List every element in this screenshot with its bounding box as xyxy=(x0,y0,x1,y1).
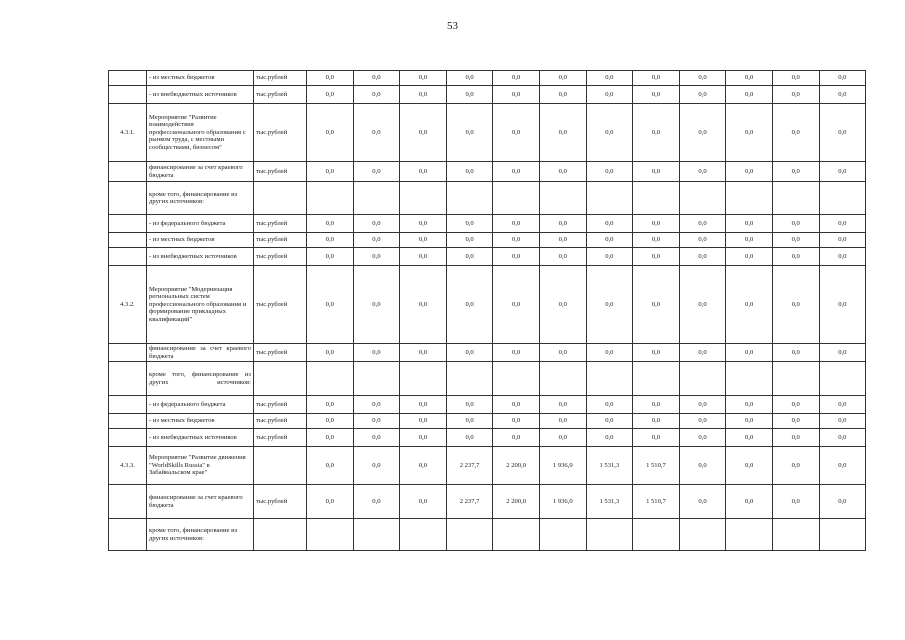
value-cell: 0,0 xyxy=(539,104,586,162)
value-cell: 0,0 xyxy=(400,248,447,266)
value-cell: 0,0 xyxy=(400,429,447,447)
row-description: финансирование за счет краевого бюджета xyxy=(147,344,254,362)
table-row xyxy=(109,162,866,182)
table-row xyxy=(109,519,866,551)
value-cell xyxy=(586,362,633,396)
value-cell: 0,0 xyxy=(307,104,354,162)
value-cell: 0,0 xyxy=(400,233,447,248)
value-cell xyxy=(679,519,726,551)
value-cell: 0,0 xyxy=(307,86,354,104)
value-cell: 0,0 xyxy=(586,104,633,162)
value-cell: 0,0 xyxy=(307,344,354,362)
value-cell: 0,0 xyxy=(400,86,447,104)
value-cell: 0,0 xyxy=(307,71,354,86)
value-cell: 0,0 xyxy=(726,485,773,519)
value-cell: 0,0 xyxy=(586,248,633,266)
row-description: Мероприятие "Развитие взаимодействия профессионального образования с рынком труда, с местными сообществами, бизнесом" xyxy=(147,104,254,162)
value-cell: 0,0 xyxy=(307,429,354,447)
value-cell: 0,0 xyxy=(586,266,633,344)
value-cell: 0,0 xyxy=(400,344,447,362)
value-cell xyxy=(307,182,354,215)
value-cell: 1 510,7 xyxy=(633,447,680,485)
value-cell: 0,0 xyxy=(307,396,354,414)
value-cell xyxy=(307,362,354,396)
table-row xyxy=(109,344,866,362)
value-cell: 0,0 xyxy=(400,162,447,182)
row-description: - из местных бюджетов xyxy=(147,233,254,248)
value-cell xyxy=(726,362,773,396)
value-cell: 0,0 xyxy=(586,429,633,447)
value-cell xyxy=(726,182,773,215)
row-unit: тыс.рублей xyxy=(254,344,307,362)
value-cell: 1 510,7 xyxy=(633,485,680,519)
value-cell: 2 237,7 xyxy=(446,485,493,519)
value-cell: 0,0 xyxy=(539,71,586,86)
value-cell: 0,0 xyxy=(493,429,540,447)
table-row xyxy=(109,233,866,248)
row-number xyxy=(109,519,147,551)
value-cell: 0,0 xyxy=(679,344,726,362)
value-cell: 0,0 xyxy=(772,485,819,519)
row-unit: тыс.рублей xyxy=(254,233,307,248)
value-cell xyxy=(493,519,540,551)
value-cell xyxy=(493,182,540,215)
value-cell: 0,0 xyxy=(446,429,493,447)
row-unit: тыс.рублей xyxy=(254,104,307,162)
value-cell: 0,0 xyxy=(493,266,540,344)
value-cell: 0,0 xyxy=(446,71,493,86)
value-cell: 0,0 xyxy=(446,344,493,362)
value-cell: 0,0 xyxy=(493,215,540,233)
value-cell: 0,0 xyxy=(539,396,586,414)
value-cell: 0,0 xyxy=(726,233,773,248)
value-cell xyxy=(679,182,726,215)
value-cell: 2 200,0 xyxy=(493,485,540,519)
row-description: финансирование за счет краевого бюджета xyxy=(147,162,254,182)
row-description: Мероприятие "Модернизация региональных систем профессионального образования и формирование прикладных квалификаций" xyxy=(147,266,254,344)
value-cell: 0,0 xyxy=(819,86,866,104)
value-cell xyxy=(400,362,447,396)
value-cell xyxy=(539,519,586,551)
value-cell: 0,0 xyxy=(679,86,726,104)
value-cell: 0,0 xyxy=(446,266,493,344)
value-cell: 0,0 xyxy=(400,71,447,86)
value-cell: 0,0 xyxy=(679,233,726,248)
value-cell: 0,0 xyxy=(586,414,633,429)
row-number xyxy=(109,414,147,429)
value-cell: 0,0 xyxy=(679,71,726,86)
row-unit: тыс.рублей xyxy=(254,429,307,447)
value-cell: 0,0 xyxy=(353,266,400,344)
value-cell: 0,0 xyxy=(726,71,773,86)
value-cell: 0,0 xyxy=(400,266,447,344)
value-cell: 0,0 xyxy=(633,104,680,162)
row-description: - из местных бюджетов xyxy=(147,71,254,86)
row-description: - из федерального бюджета xyxy=(147,215,254,233)
value-cell: 0,0 xyxy=(819,447,866,485)
value-cell: 0,0 xyxy=(353,429,400,447)
value-cell: 0,0 xyxy=(493,414,540,429)
value-cell: 0,0 xyxy=(772,344,819,362)
row-unit: тыс.рублей xyxy=(254,485,307,519)
row-unit xyxy=(254,447,307,485)
value-cell: 0,0 xyxy=(586,233,633,248)
value-cell: 0,0 xyxy=(400,485,447,519)
value-cell: 0,0 xyxy=(679,215,726,233)
value-cell: 0,0 xyxy=(679,429,726,447)
table-row xyxy=(109,266,866,344)
row-unit: тыс.рублей xyxy=(254,162,307,182)
value-cell xyxy=(633,182,680,215)
value-cell: 0,0 xyxy=(679,266,726,344)
table-row xyxy=(109,248,866,266)
value-cell: 0,0 xyxy=(307,162,354,182)
value-cell: 0,0 xyxy=(819,266,866,344)
value-cell: 0,0 xyxy=(633,71,680,86)
value-cell: 0,0 xyxy=(633,162,680,182)
row-number: 4.3.3. xyxy=(109,447,147,485)
value-cell: 0,0 xyxy=(353,414,400,429)
value-cell: 0,0 xyxy=(307,447,354,485)
value-cell: 0,0 xyxy=(353,248,400,266)
value-cell: 0,0 xyxy=(726,162,773,182)
row-unit: тыс.рублей xyxy=(254,215,307,233)
value-cell: 0,0 xyxy=(772,162,819,182)
row-number: 4.3.2. xyxy=(109,266,147,344)
value-cell: 0,0 xyxy=(772,429,819,447)
value-cell: 0,0 xyxy=(819,104,866,162)
value-cell: 0,0 xyxy=(679,248,726,266)
value-cell: 0,0 xyxy=(726,414,773,429)
value-cell: 0,0 xyxy=(353,162,400,182)
value-cell: 0,0 xyxy=(772,447,819,485)
value-cell: 0,0 xyxy=(446,248,493,266)
value-cell: 0,0 xyxy=(307,215,354,233)
row-description: - из внебюджетных источников xyxy=(147,429,254,447)
value-cell: 0,0 xyxy=(307,248,354,266)
value-cell: 0,0 xyxy=(633,215,680,233)
row-description: кроме того, финансирование из других источников: xyxy=(147,362,254,396)
value-cell: 2 200,0 xyxy=(493,447,540,485)
value-cell xyxy=(446,182,493,215)
value-cell: 0,0 xyxy=(772,71,819,86)
value-cell xyxy=(539,362,586,396)
value-cell: 0,0 xyxy=(400,447,447,485)
value-cell: 1 936,0 xyxy=(539,485,586,519)
value-cell xyxy=(353,362,400,396)
value-cell xyxy=(586,519,633,551)
value-cell: 0,0 xyxy=(400,104,447,162)
value-cell: 0,0 xyxy=(772,215,819,233)
value-cell: 0,0 xyxy=(726,248,773,266)
value-cell: 0,0 xyxy=(493,71,540,86)
value-cell: 0,0 xyxy=(353,215,400,233)
value-cell: 0,0 xyxy=(539,414,586,429)
value-cell: 0,0 xyxy=(586,344,633,362)
row-number xyxy=(109,362,147,396)
table-row xyxy=(109,485,866,519)
value-cell xyxy=(819,519,866,551)
value-cell: 0,0 xyxy=(819,396,866,414)
value-cell: 0,0 xyxy=(726,104,773,162)
value-cell: 0,0 xyxy=(679,414,726,429)
value-cell xyxy=(446,362,493,396)
value-cell: 0,0 xyxy=(819,414,866,429)
value-cell: 0,0 xyxy=(446,86,493,104)
value-cell: 0,0 xyxy=(539,344,586,362)
row-number xyxy=(109,233,147,248)
value-cell: 0,0 xyxy=(586,71,633,86)
value-cell xyxy=(772,362,819,396)
row-number xyxy=(109,86,147,104)
table-row xyxy=(109,414,866,429)
value-cell: 0,0 xyxy=(307,233,354,248)
value-cell xyxy=(400,519,447,551)
value-cell: 0,0 xyxy=(446,396,493,414)
value-cell: 0,0 xyxy=(539,429,586,447)
value-cell: 0,0 xyxy=(446,233,493,248)
value-cell xyxy=(772,182,819,215)
value-cell: 0,0 xyxy=(633,429,680,447)
row-description: кроме того, финансирование из других источников: xyxy=(147,519,254,551)
budget-table xyxy=(108,70,866,551)
value-cell: 1 936,0 xyxy=(539,447,586,485)
value-cell: 0,0 xyxy=(633,266,680,344)
value-cell xyxy=(819,182,866,215)
row-unit: тыс.рублей xyxy=(254,266,307,344)
value-cell: 0,0 xyxy=(726,447,773,485)
value-cell: 0,0 xyxy=(633,396,680,414)
value-cell: 0,0 xyxy=(726,344,773,362)
value-cell: 1 531,3 xyxy=(586,447,633,485)
row-unit: тыс.рублей xyxy=(254,396,307,414)
value-cell xyxy=(633,362,680,396)
value-cell: 0,0 xyxy=(772,248,819,266)
value-cell: 0,0 xyxy=(539,233,586,248)
value-cell: 0,0 xyxy=(353,104,400,162)
row-number xyxy=(109,162,147,182)
value-cell xyxy=(726,519,773,551)
value-cell: 0,0 xyxy=(400,215,447,233)
value-cell: 0,0 xyxy=(493,396,540,414)
row-description: - из внебюджетных источников xyxy=(147,86,254,104)
value-cell: 0,0 xyxy=(772,266,819,344)
value-cell: 0,0 xyxy=(586,86,633,104)
value-cell: 0,0 xyxy=(353,485,400,519)
value-cell xyxy=(819,362,866,396)
value-cell: 2 237,7 xyxy=(446,447,493,485)
row-unit: тыс.рублей xyxy=(254,248,307,266)
row-number xyxy=(109,429,147,447)
budget-table-body xyxy=(109,71,866,551)
value-cell: 0,0 xyxy=(353,396,400,414)
value-cell: 0,0 xyxy=(679,485,726,519)
value-cell: 0,0 xyxy=(819,429,866,447)
value-cell: 0,0 xyxy=(493,162,540,182)
value-cell: 0,0 xyxy=(772,414,819,429)
value-cell: 0,0 xyxy=(586,396,633,414)
value-cell xyxy=(539,182,586,215)
value-cell: 0,0 xyxy=(493,104,540,162)
value-cell: 0,0 xyxy=(819,162,866,182)
row-number xyxy=(109,344,147,362)
row-unit: тыс.рублей xyxy=(254,414,307,429)
row-description: кроме того, финансирование из других источников: xyxy=(147,182,254,215)
value-cell: 0,0 xyxy=(726,429,773,447)
value-cell: 0,0 xyxy=(586,162,633,182)
value-cell: 0,0 xyxy=(493,86,540,104)
row-unit: тыс.рублей xyxy=(254,86,307,104)
value-cell: 0,0 xyxy=(353,344,400,362)
value-cell: 0,0 xyxy=(679,447,726,485)
value-cell: 0,0 xyxy=(633,344,680,362)
value-cell: 0,0 xyxy=(819,215,866,233)
value-cell: 0,0 xyxy=(772,396,819,414)
row-number xyxy=(109,182,147,215)
row-unit: тыс.рублей xyxy=(254,71,307,86)
value-cell: 0,0 xyxy=(819,485,866,519)
value-cell: 1 531,3 xyxy=(586,485,633,519)
value-cell: 0,0 xyxy=(633,233,680,248)
value-cell: 0,0 xyxy=(633,414,680,429)
value-cell: 0,0 xyxy=(772,86,819,104)
table-row xyxy=(109,396,866,414)
row-unit xyxy=(254,182,307,215)
value-cell: 0,0 xyxy=(353,447,400,485)
value-cell: 0,0 xyxy=(633,248,680,266)
value-cell: 0,0 xyxy=(307,266,354,344)
value-cell: 0,0 xyxy=(772,233,819,248)
value-cell: 0,0 xyxy=(679,396,726,414)
value-cell: 0,0 xyxy=(539,248,586,266)
value-cell: 0,0 xyxy=(679,162,726,182)
row-description: Мероприятие "Развитие движения "WorldSkills Russia" в Забайкальском крае" xyxy=(147,447,254,485)
row-number xyxy=(109,396,147,414)
row-description: финансирование за счет краевого бюджета xyxy=(147,485,254,519)
value-cell: 0,0 xyxy=(493,233,540,248)
value-cell xyxy=(353,519,400,551)
value-cell: 0,0 xyxy=(726,215,773,233)
value-cell xyxy=(586,182,633,215)
value-cell xyxy=(679,362,726,396)
value-cell: 0,0 xyxy=(539,215,586,233)
value-cell: 0,0 xyxy=(586,215,633,233)
value-cell: 0,0 xyxy=(819,344,866,362)
value-cell: 0,0 xyxy=(446,104,493,162)
table-row xyxy=(109,86,866,104)
row-unit xyxy=(254,362,307,396)
value-cell: 0,0 xyxy=(726,396,773,414)
table-row xyxy=(109,447,866,485)
value-cell: 0,0 xyxy=(307,485,354,519)
value-cell xyxy=(400,182,447,215)
value-cell: 0,0 xyxy=(400,414,447,429)
value-cell: 0,0 xyxy=(493,344,540,362)
value-cell xyxy=(353,182,400,215)
row-number xyxy=(109,485,147,519)
value-cell: 0,0 xyxy=(819,71,866,86)
value-cell: 0,0 xyxy=(446,162,493,182)
value-cell: 0,0 xyxy=(353,71,400,86)
value-cell: 0,0 xyxy=(539,162,586,182)
row-description: - из местных бюджетов xyxy=(147,414,254,429)
table-row xyxy=(109,215,866,233)
row-number xyxy=(109,215,147,233)
page-number: 53 xyxy=(447,20,458,32)
value-cell xyxy=(772,519,819,551)
value-cell: 0,0 xyxy=(446,414,493,429)
value-cell: 0,0 xyxy=(679,104,726,162)
row-number xyxy=(109,71,147,86)
value-cell: 0,0 xyxy=(772,104,819,162)
value-cell: 0,0 xyxy=(819,233,866,248)
table-row xyxy=(109,71,866,86)
value-cell: 0,0 xyxy=(307,414,354,429)
value-cell: 0,0 xyxy=(400,396,447,414)
row-unit xyxy=(254,519,307,551)
value-cell: 0,0 xyxy=(539,266,586,344)
value-cell: 0,0 xyxy=(633,86,680,104)
value-cell: 0,0 xyxy=(726,266,773,344)
value-cell: 0,0 xyxy=(493,248,540,266)
value-cell: 0,0 xyxy=(353,233,400,248)
value-cell: 0,0 xyxy=(539,86,586,104)
value-cell xyxy=(307,519,354,551)
value-cell: 0,0 xyxy=(446,215,493,233)
value-cell: 0,0 xyxy=(353,86,400,104)
row-number xyxy=(109,248,147,266)
table-row xyxy=(109,362,866,396)
value-cell: 0,0 xyxy=(726,86,773,104)
row-description: - из внебюджетных источников xyxy=(147,248,254,266)
row-number: 4.3.1. xyxy=(109,104,147,162)
value-cell xyxy=(493,362,540,396)
row-description: - из федерального бюджета xyxy=(147,396,254,414)
table-row xyxy=(109,104,866,162)
table-row xyxy=(109,429,866,447)
table-row xyxy=(109,182,866,215)
value-cell: 0,0 xyxy=(819,248,866,266)
value-cell xyxy=(633,519,680,551)
value-cell xyxy=(446,519,493,551)
